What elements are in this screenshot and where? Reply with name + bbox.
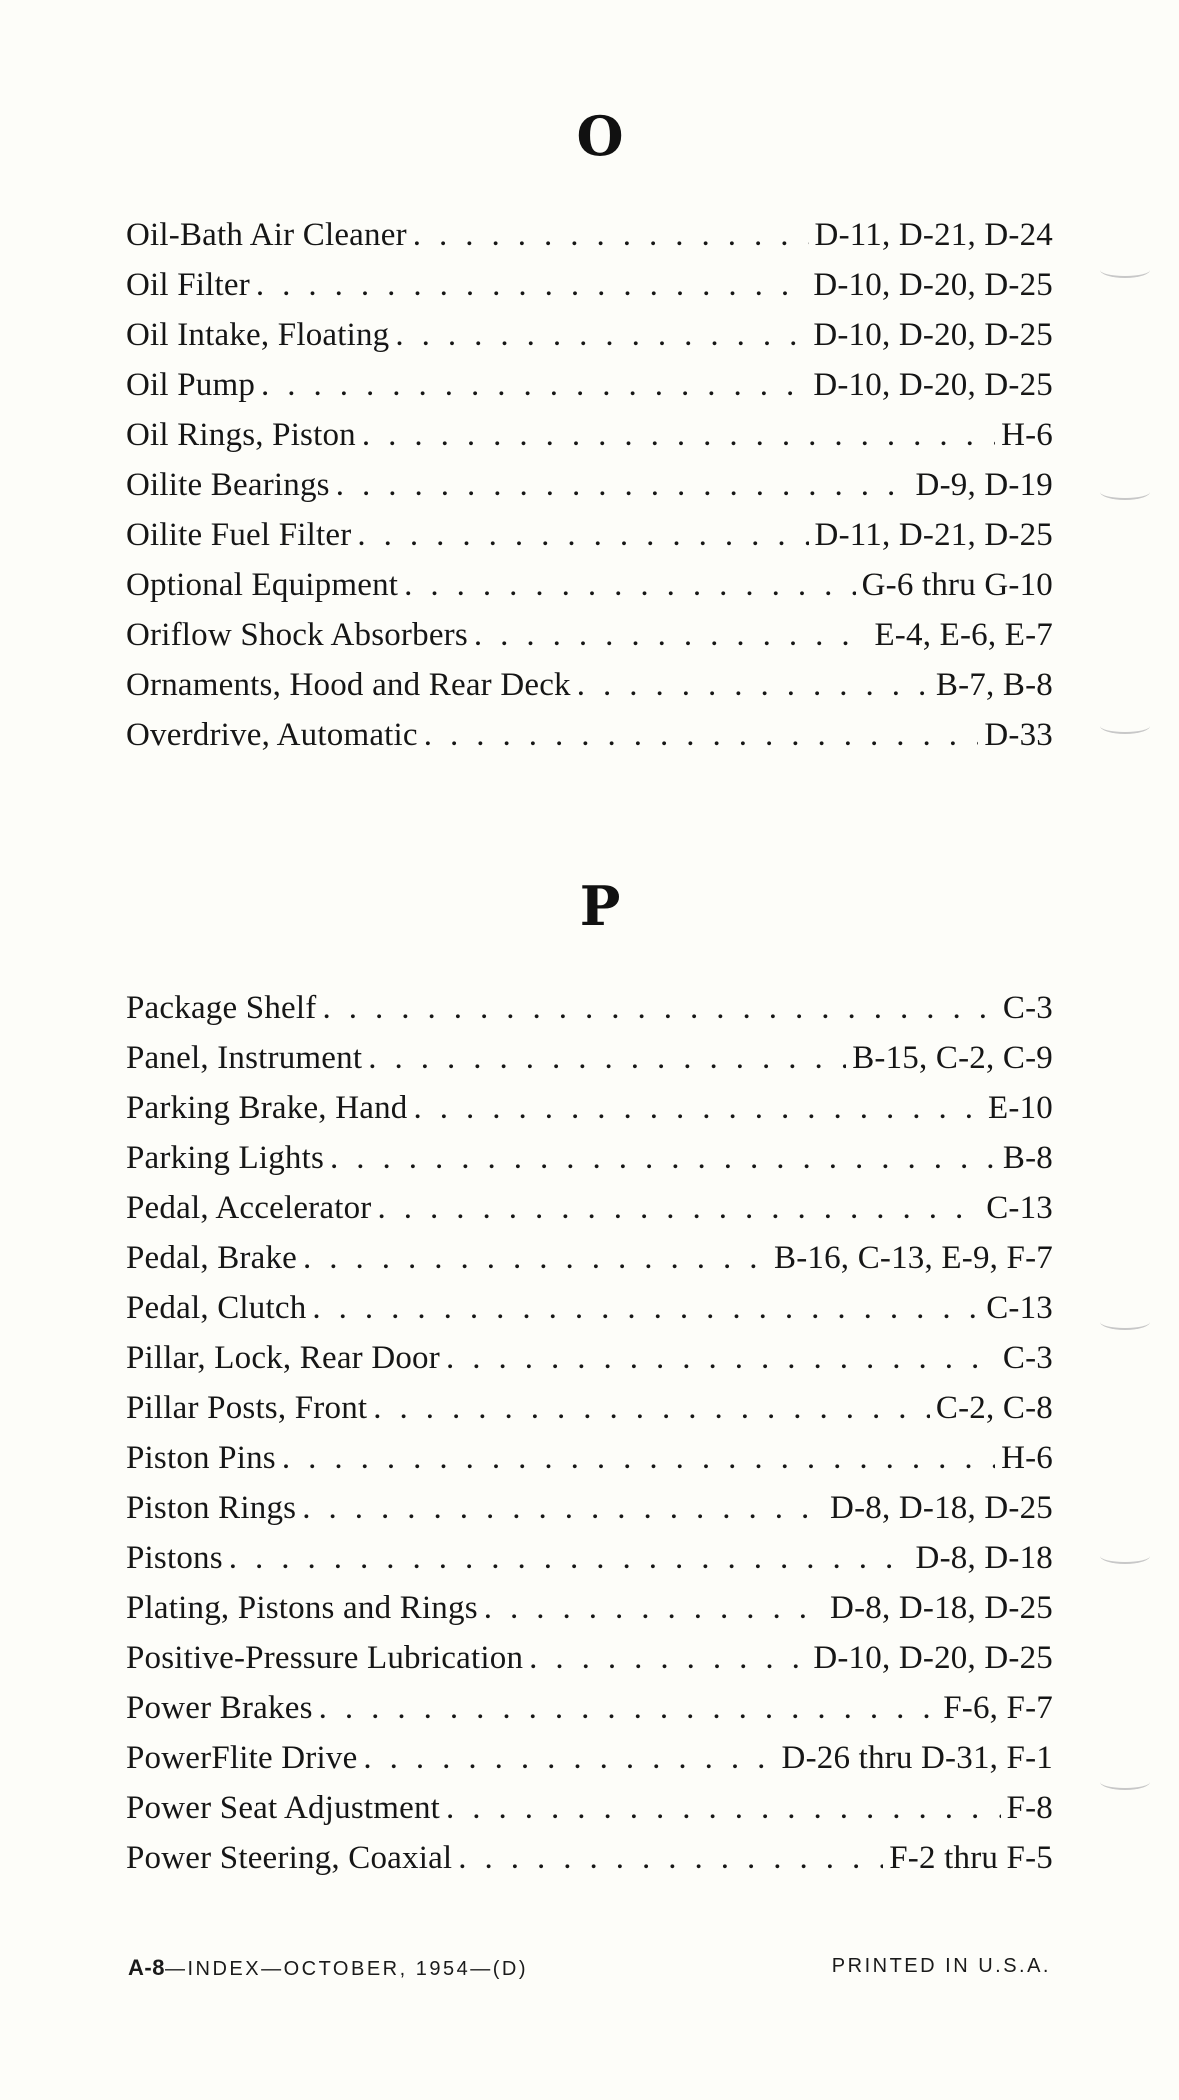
index-pages: E-4, E-6, E-7 [874,617,1053,653]
index-pages: H-6 [1001,1440,1053,1476]
dot-leader [261,360,807,410]
index-entry [126,1333,1053,1383]
dot-leader [395,310,807,360]
index-pages: D-8, D-18 [915,1540,1053,1576]
dot-leader [256,260,807,310]
index-pages: D-10, D-20, D-25 [813,367,1053,403]
index-entry [126,1083,1053,1133]
index-term: Power Brakes [126,1690,313,1726]
index-pages: D-26 thru D-31, F-1 [781,1740,1053,1776]
index-entry [126,1283,1053,1333]
index-pages: C-13 [986,1190,1053,1226]
index-entry [126,560,1053,610]
index-pages: B-7, B-8 [935,667,1053,703]
index-term: Oilite Fuel Filter [126,517,352,553]
index-entry [126,660,1053,710]
index-pages: B-8 [1002,1140,1053,1176]
dot-leader [458,1833,883,1883]
index-pages: C-13 [986,1290,1053,1326]
index-pages: C-3 [1002,990,1053,1026]
dot-leader [330,1133,997,1183]
dot-leader [319,1683,938,1733]
index-pages: C-3 [1002,1340,1053,1376]
section-letter-o: O [576,104,624,168]
dot-leader [229,1533,910,1583]
index-pages: D-33 [984,717,1053,753]
dot-leader [577,660,930,710]
index-term: Positive-Pressure Lubrication [126,1640,524,1676]
index-term: Oil Pump [126,367,256,403]
index-term: PowerFlite Drive [126,1740,358,1776]
index-entry [126,983,1053,1033]
dot-leader [446,1333,997,1383]
index-pages: D-11, D-21, D-25 [814,517,1053,553]
index-entry [126,260,1053,310]
index-list-p [126,983,1053,1883]
dot-leader [336,460,910,510]
index-term: Power Seat Adjustment [126,1790,441,1826]
index-pages: F-6, F-7 [943,1690,1053,1726]
binder-hole-mark [1100,1774,1150,1790]
binder-hole-mark [1100,1314,1150,1330]
index-entry [126,1483,1053,1533]
index-pages: D-11, D-21, D-24 [814,217,1053,253]
dot-leader [474,610,869,660]
dot-leader [312,1283,980,1333]
dot-leader [484,1583,824,1633]
index-pages: H-6 [1001,417,1053,453]
index-term: Oil Filter [126,267,250,303]
index-term: Oil-Bath Air Cleaner [126,217,407,253]
index-term: Panel, Instrument [126,1040,363,1076]
index-term: Piston Pins [126,1440,276,1476]
index-pages: D-10, D-20, D-25 [813,267,1053,303]
index-term: Pillar Posts, Front [126,1390,368,1426]
index-term: Power Steering, Coaxial [126,1840,453,1876]
dot-leader [404,560,855,610]
index-entry [126,460,1053,510]
index-list-o [126,210,1053,760]
index-pages: E-10 [988,1090,1053,1126]
page-number: A-8 [128,1955,165,1980]
dot-leader [362,410,995,460]
index-entry [126,410,1053,460]
dot-leader [322,983,996,1033]
index-pages: F-8 [1006,1790,1053,1826]
index-term: Ornaments, Hood and Rear Deck [126,667,571,703]
index-entry [126,1183,1053,1233]
index-term: Pedal, Clutch [126,1290,307,1326]
dot-leader [529,1633,807,1683]
index-term: Parking Brake, Hand [126,1090,408,1126]
index-pages: B-15, C-2, C-9 [852,1040,1053,1076]
index-term: Overdrive, Automatic [126,717,418,753]
index-term: Pillar, Lock, Rear Door [126,1340,440,1376]
index-entry [126,1733,1053,1783]
binder-hole-mark [1100,718,1150,734]
index-entry [126,1033,1053,1083]
index-term: Pedal, Accelerator [126,1190,372,1226]
index-entry [126,1633,1053,1683]
section-letter-p: P [579,874,621,938]
page-footer-left [128,1955,528,1981]
index-term: Piston Rings [126,1490,297,1526]
index-pages: D-8, D-18, D-25 [830,1590,1053,1626]
index-entry [126,1783,1053,1833]
binder-hole-mark [1100,484,1150,500]
dot-leader [373,1383,930,1433]
index-term: Oriflow Shock Absorbers [126,617,468,653]
index-entry [126,1133,1053,1183]
index-pages: C-2, C-8 [935,1390,1053,1426]
index-entry [126,1833,1053,1883]
dot-leader [413,210,809,260]
index-term: Package Shelf [126,990,317,1026]
index-pages: F-2 thru F-5 [889,1840,1053,1876]
index-entry [126,610,1053,660]
index-entry [126,1383,1053,1433]
dot-leader [446,1783,1001,1833]
index-entry [126,210,1053,260]
index-term: Plating, Pistons and Rings [126,1590,478,1626]
dot-leader [302,1483,824,1533]
dot-leader [303,1233,768,1283]
dot-leader [357,510,808,560]
footer-index-date: —INDEX—OCTOBER, 1954—(D) [164,1958,528,1980]
index-entry [126,1233,1053,1283]
index-entry [126,1533,1053,1583]
index-pages: D-10, D-20, D-25 [813,1640,1053,1676]
index-entry [126,710,1053,760]
index-entry [126,1433,1053,1483]
dot-leader [424,710,979,760]
index-entry [126,510,1053,560]
index-entry [126,310,1053,360]
index-term: Pistons [126,1540,223,1576]
dot-leader [363,1733,775,1783]
index-term: Parking Lights [126,1140,325,1176]
page-footer-right: PRINTED IN U.S.A. [831,1955,1051,1977]
index-entry [126,360,1053,410]
binder-hole-mark [1100,262,1150,278]
dot-leader [413,1083,982,1133]
index-term: Oil Intake, Floating [126,317,390,353]
index-pages: D-9, D-19 [915,467,1053,503]
binder-hole-mark [1100,1548,1150,1564]
index-term: Oil Rings, Piston [126,417,356,453]
index-pages: B-16, C-13, E-9, F-7 [774,1240,1053,1276]
dot-leader [368,1033,846,1083]
index-entry [126,1683,1053,1733]
index-term: Pedal, Brake [126,1240,298,1276]
index-pages: D-8, D-18, D-25 [830,1490,1053,1526]
dot-leader [377,1183,980,1233]
index-pages: D-10, D-20, D-25 [813,317,1053,353]
index-term: Optional Equipment [126,567,399,603]
index-pages: G-6 thru G-10 [861,567,1053,603]
index-entry [126,1583,1053,1633]
dot-leader [282,1433,995,1483]
index-term: Oilite Bearings [126,467,330,503]
